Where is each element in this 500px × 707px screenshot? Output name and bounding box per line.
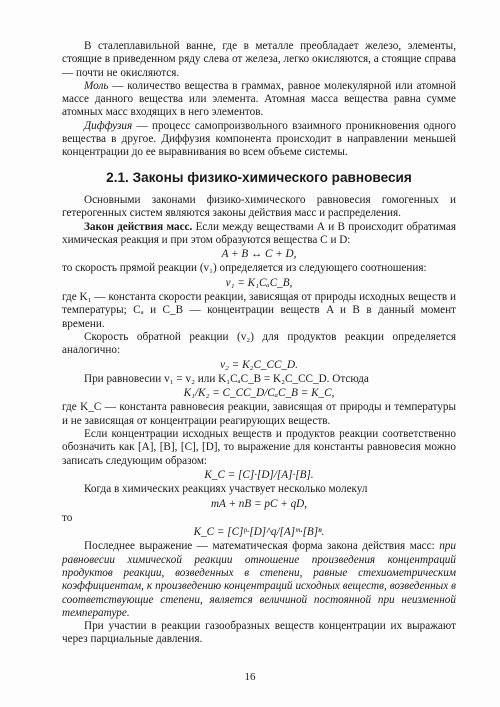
- direct-rate-line: то скорость прямой реакции (v₁) определяется из следующего соотношения:: [62, 262, 427, 275]
- gas-paragraph: При участии в реакции газообразных веществ концентрации их выражают через парциальные давления.: [62, 620, 456, 646]
- mol-definition: [62, 80, 456, 120]
- mol-text: — количество вещества в граммах, равное молекулярной или атомной массе данного вещества или элемента. Атомная масса вещества равна сумме атомных масс входящих в него элементов.: [62, 79, 456, 119]
- last-expression-paragraph: Последнее выражение — математическая форма закона действия масс: при равновесии химической реакции отношение произведения концентраций продуктов реакции, возведенных в степени, равные стехиометрическим коэффициентам, к произведению концентраций исходных веществ, возведенных в соответствующие степени, является величиной постоянной при неизменной температуре.: [62, 540, 456, 619]
- mass-action-paragraph: [62, 221, 456, 248]
- mass-action-term: Закон действия масс.: [84, 220, 193, 233]
- k1-definition: где K₁ — константа скорости реакции, зависящая от природы исходных веществ и температуры; Cₐ и C_B — концентрации веществ A и B в данный момент времени.: [62, 291, 456, 330]
- equation-general-reaction: mA + nB = pC + qD,: [210, 497, 308, 510]
- main-laws-paragraph: Основными законами физико-химического равновесия гомогенных и гетерогенных систем являются законы действия масс и распределения.: [62, 193, 456, 220]
- equation-direct-rate: v₁ = K₁CₐC_B,: [225, 276, 293, 289]
- diffusion-text: — процесс самопроизвольного взаимного проникновения одного вещества в другое. Диффузия компонента происходит в направлении меньшей концентрации до ее выравнивания во всем объеме системы.: [62, 119, 456, 159]
- mass-action-statement: при равновесии химической реакции отношение произведения концентраций продуктов реакции, возведенных в степени, равные стехиометрическим коэффициентам, к произведению концентраций исходных веществ, возведенных в соответствующие степени, является величиной постоянной при неизменной температуре.: [62, 540, 456, 619]
- section-heading: 2.1. Законы физико-химического равновесия: [106, 169, 412, 185]
- diffusion-term: Диффузия: [84, 119, 133, 132]
- to-word: то: [62, 511, 73, 524]
- concentration-paragraph: Если концентрации исходных веществ и продуктов реакции соответственно обозначить как [A], [B], [C], [D], то выражение для константы равновесия можно записать следующим образом:: [62, 428, 456, 467]
- mass-action-text: Если между веществами А и В происходит обратимая химическая реакция и при этом образуются вещества С и D:: [62, 220, 456, 246]
- page-body: [62, 40, 456, 647]
- equation-reverse-rate: v₂ = K₂C_CC_D.: [220, 358, 298, 371]
- kc-definition: где K_C — константа равновесия реакции, зависящая от природы и температуры и не зависящая от концентрации реагирующих веществ.: [62, 401, 456, 427]
- equilibrium-line: При равновесии v₁ = v₂ или K₁CₐC_B = K₂C_CC_D. Отсюда: [84, 372, 369, 385]
- mol-term: Моль: [84, 79, 109, 92]
- equation-reaction: A + B ↔ C + D,: [221, 248, 297, 261]
- diffusion-definition: [62, 120, 456, 160]
- equation-general-kc: K_C = [C]ᵖ·[D]^q/[A]ᵐ·[B]ⁿ.: [193, 526, 325, 539]
- molecules-line: Когда в химических реакциях участвует несколько молекул: [84, 483, 368, 496]
- reverse-rate-paragraph: Скорость обратной реакции (v₂) для продуктов реакции определяется аналогично:: [62, 330, 456, 357]
- intro-paragraph: В сталеплавильной ванне, где в металле преобладает железо, элементы, стоящие в приведенном ряду слева от железа, легко окисляются, а стоящие справа — почти не окисляются.: [62, 40, 456, 79]
- page-number: 16: [244, 671, 256, 683]
- equation-equilibrium-constant: K₁/K₂ = C_CC_D/CₐC_B = K_C,: [183, 387, 335, 400]
- equation-kc-brackets: K_C = [C]·[D]/[A]·[B].: [204, 468, 314, 481]
